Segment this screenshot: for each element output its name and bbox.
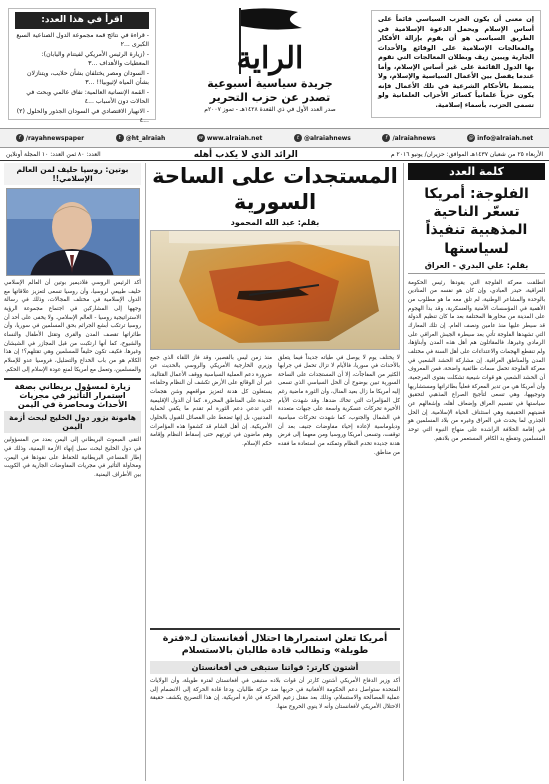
afghanistan-subtitle: أشتون كارتر: قواتنا ستبقى في أفغانستان (150, 661, 400, 674)
contents-item[interactable]: - (زيارة الرئيس الأمريكي لفيتنام واليابان): المعطيات والأهداف ...٣ (41, 51, 149, 67)
facebook-icon: f (382, 134, 390, 142)
contents-box (8, 8, 156, 124)
social-item[interactable]: f /alraiahnews (382, 134, 435, 142)
afghanistan-article (150, 628, 400, 712)
social-item[interactable]: f /rayahnewspaper (16, 134, 84, 142)
main-article-title[interactable]: المستجدات على الساحة السورية (152, 164, 398, 215)
masthead-intro: إن معنى أن يكون الحزب السياسي قائماً على أساس الإسلام ويحمل الدعوة الإسلامية في الطريق السياسي هو أن يقوم بإزالة الأفكار والمعالجات الإسلامية على الوقائع والأحداث الجارية ويبين زيف وبطلان المعالجات التي تقوم بها الدول القائمة على غير أساس الإسلام، وأما عندما يفصل بين الأعمال السياسية والإسلام، ولا يتضبط بالأحكام الشرعية في تلك الأعمال فإنه يكون حزباً علمانياً كسائر الأحزاب العلمانية ولو تسمى الحزب، بأسماء إسلامية. (371, 10, 541, 118)
flag-logo-icon (210, 4, 330, 76)
main-article-author: بقلم: عبد الله المحمود (230, 217, 320, 227)
issue-date: الأربعاء ٢٥ من شعبان ١٤٣٧هـ الموافق: حزيران/ يونيو ٢٠١٦ م (390, 151, 543, 158)
editorial-body: انطلقت معركة الفلوجة التي يقودها رئيس الحكومة العراقية، حيدر العبادي، وإن كان هو نفسه من المنادين بالوحدة والمشاعر الوطنية، لم تلق معه ما هو مطلوب من الأهمية في المؤسسات الأمنية والعسكرية، وقد بدأ الهجوم على المدينة من محاورها المختلفة بعد ما كان تنظيم الدولة قد سيطر عليها منذ عامين ونصف العام. إن تلك المعارك التي تشهدها الفلوجة تأتي بعد سيطرة الجيش العراقي على الرمادي وغيرها، فالمقاتلون هم أهل هذه المدن وأبناؤها، ولم تنقطع الهجمات والاعتداءات على أهل السنة في مختلف المدن والمناطق العراقية. إن مشاركة الحشد الشعبي في معركة الفلوجة تحمل سمات طائفية واضحة، فمن المعروف أن الحشد الشعبي هو قوات شيعية تشكلت بفتوى المرجعية، وأن أمريكا هي من تدير المعركة فعلياً بطائراتها ومستشاريها وتوجيهها، وهي تسعى لتأجيج الصراع المذهبي لتحقيق سياستها في تقسيم العراق وإضعاف أهله، وإشغالهم عن قضيتهم الحقيقية وهي استئناف الحياة الإسلامية. إن الحل الجذري لما يحدث في العراق وغيره من بلاد المسلمين هو في إقامة الخلافة الراشدة على منهاج النبوة التي توحد المسلمين وتقطع يد الكافر المستعمر من بلادهم. (408, 279, 545, 442)
slogan: الرائد الذي لا يكذب أهله (193, 149, 298, 160)
svg-text:الراية: الراية (236, 41, 304, 76)
social-item[interactable]: t @alraiahnews (294, 134, 351, 142)
portrait-illustration (6, 189, 139, 276)
editorial-column (403, 163, 545, 781)
social-item[interactable]: @ info@alraiah.net (468, 134, 534, 142)
syria-map-image (150, 230, 400, 350)
map-illustration (150, 231, 399, 350)
main-article-body-left: منذ زمن ليس بالقصير، وقد فاز اللقاء الذي جمع وزيري الخارجية الأمريكي والروسي بالحديث عن ضرورة دعم العملية السياسية ووقف الأعمال القتالية، غير أن الوقائع على الأرض تكشف أن النظام وحلفاءه يستغلون كل هدنة لتعزيز مواقعهم وشن هجمات جديدة على المناطق المحررة. كما أن الدول الإقليمية التي تدعي دعم الثورة لم تقدم ما يكفي لحماية المدنيين، بل إنها تضغط على الفصائل للقبول بالحلول الأمريكية. إن أهل الشام قد كشفوا هذه المؤامرات وهم ماضون في ثورتهم حتى إسقاط النظام وإقامة حكم الإسلام. (150, 354, 272, 448)
contents-list (15, 32, 149, 126)
masthead (0, 0, 549, 128)
social-item[interactable]: w www.alraiah.net (198, 134, 263, 142)
social-info-bar (0, 128, 549, 148)
social-item[interactable]: t @ht_alraiah (116, 134, 166, 142)
contents-item[interactable]: - القمة الإنسانية العالمية: نفاق عالمي وبحث في الحالات دون الأسباب ...٤ (26, 88, 149, 105)
left-column (4, 163, 146, 781)
contents-item[interactable]: - الانهيار الاقتصادي في السودان الجذور والحلول (٢) ...٤ (16, 107, 149, 124)
main-article-text (150, 354, 400, 624)
yemen-body: التقى المبعوث البريطاني إلى اليمن بعدد من المسؤولين في دول الخليج لبحث سبل إنهاء الأزمة اليمنية، وذلك في إطار المساعي البريطانية للحفاظ على نفوذها في اليمن، ومحاولة التأثير في مجريات المفاوضات الجارية في الكويت بين الأطراف اليمنية. (4, 437, 141, 478)
putin-photo (6, 188, 140, 276)
contents-title: اقرأ في هذا العدد: (15, 12, 149, 29)
twitter-icon: t (116, 134, 124, 142)
issue-number: العدد: ٨٠ ثمن العدد: ١٠ المجلة أونلاين (6, 151, 101, 158)
editorial-title[interactable]: الفلوجة: أمريكا تسعّر الناحية المذهبية تنفيذاً لسياستها (424, 186, 529, 257)
twitter-icon: t (294, 134, 302, 142)
putin-body: أكد الرئيس الروسي فلاديمير بوتين أن العالم الإسلامي حليف طبيعي لروسيا، وأن روسيا تسعى لتعزيز علاقاتها مع الدول الإسلامية في مختلف المجالات، وذلك في رسالة وجهها إلى المشاركين في اجتماع مجموعة الرؤية الاستراتيجية روسيا - العالم الإسلامي. ولا يخفى على أحد أن روسيا ترتكب أبشع الجرائم بحق المسلمين في سوريا، وأن طائراتها تقصف المدن والقرى وتقتل الأطفال والنساء والشيوخ، كما أنها ارتكبت من قبل المجازر في الشيشان وغيرها. فكيف تكون حليفاً للمسلمين وهي تقتلهم؟! إن هذا الكلام هو من باب الخداع والتضليل، فروسيا عدو للإسلام والمسلمين، وتعمل مع أمريكا لمنع عودة الإسلام إلى الحكم. (4, 280, 141, 373)
masthead-logo-block (170, 4, 370, 124)
editorial-header: كلمة العدد (408, 163, 545, 180)
issue-strip (0, 149, 549, 161)
issue-first-date: صدر العدد الأول في ذي القعدة ١٤٢٨هـ - تموز ٢٠٠٧م (204, 106, 336, 113)
facebook-icon: f (16, 134, 24, 142)
yemen-title[interactable]: زيارة لمسؤول بريطاني بصفة استمرار التأثير في مجريات الأحداث ومحاصرة في اليمن (4, 378, 141, 409)
afghanistan-title[interactable]: أمريكا تعلن استمرارها احتلال أفغانستان لـ«فترة طويلة» وتطالب قادة طالبان بالاستسلام (162, 632, 388, 657)
main-article (150, 163, 400, 781)
contents-item[interactable]: - السودان ومصر يختلفان بشأن حلايب، ويتنازلان بشأن المياه لإثيوبيا!! ...٣ (26, 69, 149, 86)
email-icon: @ (468, 135, 474, 141)
publisher: تصدر عن حزب التحرير (209, 91, 331, 104)
editorial-author: بقلم: علي البدري - العراق (408, 261, 545, 274)
afghanistan-body: أكد وزير الدفاع الأمريكي أشتون كارتر أن قوات بلاده ستبقى في أفغانستان لفترة طويلة، وأن الولايات المتحدة ستواصل دعم الحكومة الأفغانية في حربها ضد حركة طالبان، ودعا قادة الحركة إلى الانضمام إلى عملية المصالحة والاستسلام، وذلك بعد مقتل زعيم الحركة في غارة أمريكية. إن هذا التصريح يكشف حقيقة الاحتلال الأمريكي لأفغانستان وأنه لا ينوي الخروج منها. (150, 678, 400, 711)
main-article-body-right: لا يختلف يوم لا يوصل في طياته جديداً فيما يتعلق بالأحداث في سوريا، فالأيام لا تزال تحمل في جرابها الكثير من المفاجآت، إلا أن المستجدات على الساحة السورية تبين بوضوح أن الحل السياسي الذي تسعى إليه أمريكا ما زال بعيد المنال، وأن الثورة ماضية رغم كل المؤامرات التي تحاك ضدها. وقد شهدت الأيام الأخيرة تحركات عسكرية واسعة على جبهات متعددة في الشمال والجنوب، كما شهدت تحركات سياسية ودبلوماسية لإعادة إحياء مفاوضات جنيف بعد أن توقفت، وتسعى أمريكا وروسيا ومن معهما إلى فرض هدنة جديدة تخدم النظام وتمكنه من استعادة ما فقده من مناطق. (278, 354, 400, 456)
globe-icon: w (198, 135, 203, 141)
yemen-subtitle: هامونة يزور دول الخليج لبحث أزمة اليمن (4, 411, 141, 433)
contents-item[interactable]: - قراءة في نتائج قمة مجموعة الدول الصناعية السبع الكبرى ...٢ (16, 32, 149, 49)
logo-subtitle: جريدة سياسية أسبوعية (207, 77, 333, 90)
putin-headline[interactable]: بوتين: روسيا حليف لمن العالم الإسلامي!! (4, 163, 141, 185)
